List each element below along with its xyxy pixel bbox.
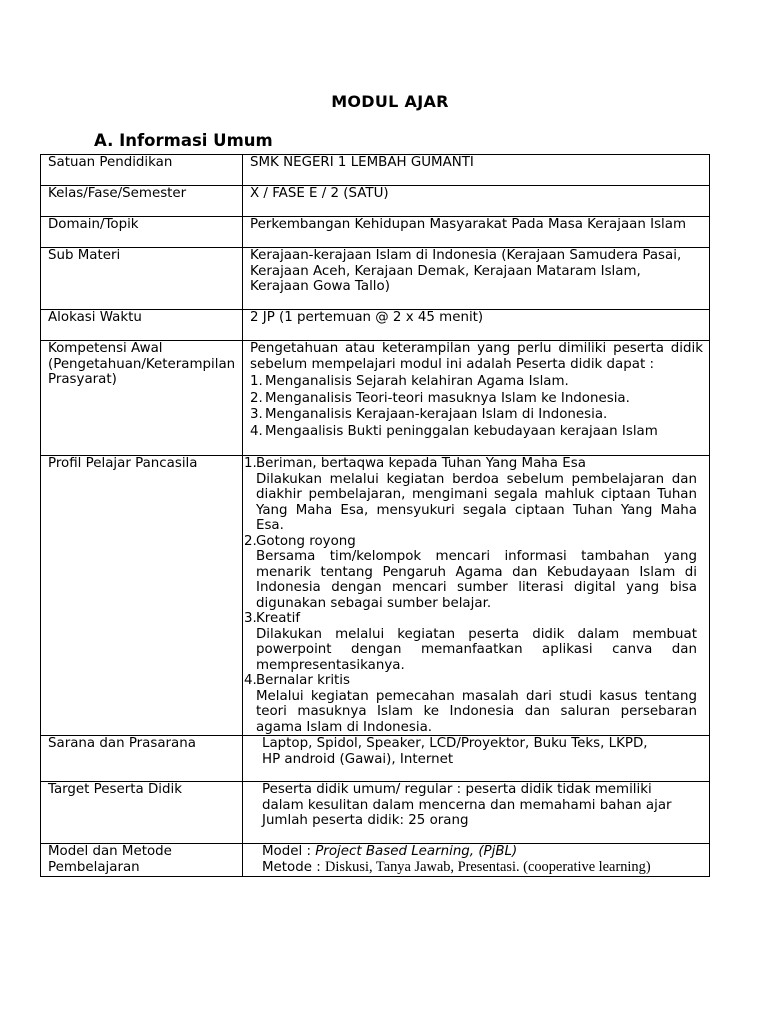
table-row <box>41 155 710 186</box>
metode-line <box>262 860 703 876</box>
row-value: 2 JP (1 pertemuan @ 2 x 45 menit) <box>243 310 710 341</box>
row-key: Kompetensi Awal (Pengetahuan/Keterampilan Prasyarat) <box>41 341 243 456</box>
table-row <box>41 341 710 456</box>
list-number: 1. <box>250 374 263 389</box>
row-key: Target Peserta Didik <box>41 782 243 844</box>
profil-item <box>244 673 697 735</box>
row-key: Sarana dan Prasarana <box>41 736 243 782</box>
list-number: 4. <box>244 673 257 688</box>
profil-item <box>244 534 697 612</box>
list-text: Menganalisis Kerajaan-kerajaan Islam di Indonesia. <box>265 407 608 422</box>
row-key: Kelas/Fase/Semester <box>41 186 243 217</box>
list-number: 4. <box>250 423 263 439</box>
model-value: Project Based Learning, (PjBL) <box>315 844 518 859</box>
list-number: 2. <box>244 533 257 549</box>
profil-description: Melalui kegiatan pemecahan masalah dari studi kasus tentang teori masuknya Islam ke Indonesia dan saluran persebaran agama Islam di Indonesia. <box>256 688 697 735</box>
list-text: Menganalisis Teori-teori masuknya Islam ke Indonesia. <box>265 390 630 406</box>
list-number: 3. <box>244 611 257 626</box>
metode-label: Metode : <box>262 859 325 875</box>
sarana-line: HP android (Gawai), Internet <box>262 751 454 767</box>
list-number: 1. <box>244 456 257 471</box>
list-text: Mengaalisis Bukti peninggalan kebudayaan kerajaan Islam <box>265 423 658 439</box>
document-title: MODUL AJAR <box>331 92 449 111</box>
section-heading: A. Informasi Umum <box>94 131 273 150</box>
list-item <box>250 374 703 390</box>
list-item <box>250 391 703 407</box>
list-text: Menganalisis Sejarah kelahiran Agama Islam. <box>265 374 569 389</box>
metode-value: Diskusi, Tanya Jawab, Presentasi. (cooperative learning) <box>325 858 651 875</box>
list-number: 2. <box>250 390 263 406</box>
target-line: Jumlah peserta didik: 25 orang <box>262 813 469 828</box>
row-value <box>243 782 710 844</box>
profil-item <box>244 456 697 534</box>
profil-description: Bersama tim/kelompok mencari informasi tambahan yang menarik tentang Pengaruh Agama dan Kebudayaan Islam di Indonesia dengan mencari sumber literasi digital yang bisa digunakan sebagai sumber belajar. <box>256 549 697 611</box>
kompetensi-intro: Pengetahuan atau keterampilan yang perlu dimiliki peserta didik sebelum mempelajari modul ini adalah Peserta didik dapat : <box>250 341 703 372</box>
row-key: Alokasi Waktu <box>41 310 243 341</box>
table-row <box>41 844 710 877</box>
target-line: Peserta didik umum/ regular : peserta didik tidak memiliki <box>262 782 652 797</box>
profil-heading <box>244 673 697 689</box>
table-row <box>41 310 710 341</box>
row-key: Profil Pelajar Pancasila <box>41 456 243 736</box>
list-item <box>250 407 703 423</box>
info-table <box>40 154 710 877</box>
sarana-line: Laptop, Spidol, Speaker, LCD/Proyektor, Buku Teks, LKPD, <box>262 736 648 751</box>
profil-heading <box>244 456 697 472</box>
row-value <box>243 736 710 782</box>
profil-item <box>244 611 697 673</box>
model-line <box>262 844 703 860</box>
table-row <box>41 248 710 310</box>
list-number: 3. <box>250 407 263 422</box>
profil-description: Dilakukan melalui kegiatan peserta didik dalam membuat powerpoint dengan memanfaatkan aplikasi canva dan mempresentasikanya. <box>256 626 697 673</box>
table-row <box>41 217 710 248</box>
kompetensi-list <box>250 374 703 439</box>
row-key: Model dan Metode Pembelajaran <box>41 844 243 877</box>
row-value <box>243 456 710 736</box>
table-row <box>41 186 710 217</box>
row-value: Perkembangan Kehidupan Masyarakat Pada Masa Kerajaan Islam <box>243 217 710 248</box>
profil-heading <box>244 533 697 550</box>
row-key: Sub Materi <box>41 248 243 310</box>
table-row <box>41 456 710 736</box>
profil-heading <box>244 611 697 627</box>
profil-list <box>244 456 697 735</box>
row-key: Domain/Topik <box>41 217 243 248</box>
profil-description: Dilakukan melalui kegiatan berdoa sebelum pembelajaran dan diakhir pembelajaran, mengimani segala mahluk ciptaan Tuhan Yang Maha Esa, mensyukuri segala ciptaan Tuhan Yang Maha Esa. <box>256 471 697 533</box>
row-value: SMK NEGERI 1 LEMBAH GUMANTI <box>243 155 710 186</box>
row-value: X / FASE E / 2 (SATU) <box>243 186 710 217</box>
profil-heading-text: Beriman, bertaqwa kepada Tuhan Yang Maha Esa <box>256 456 586 471</box>
target-line: dalam kesulitan dalam mencerna dan memahami bahan ajar <box>262 797 672 813</box>
row-key: Satuan Pendidikan <box>41 155 243 186</box>
model-label: Model : <box>262 844 316 859</box>
row-value: Kerajaan-kerajaan Islam di Indonesia (Kerajaan Samudera Pasai, Kerajaan Aceh, Kerajaan Demak, Kerajaan Mataram Islam, Kerajaan Gowa Tallo) <box>243 248 710 310</box>
profil-heading-text: Bernalar kritis <box>256 673 351 688</box>
profil-heading-text: Kreatif <box>256 611 301 626</box>
row-value <box>243 341 710 456</box>
list-item <box>250 424 703 440</box>
profil-heading-text: Gotong royong <box>256 533 356 549</box>
row-value <box>243 844 710 877</box>
table-row <box>41 782 710 844</box>
table-row <box>41 736 710 782</box>
